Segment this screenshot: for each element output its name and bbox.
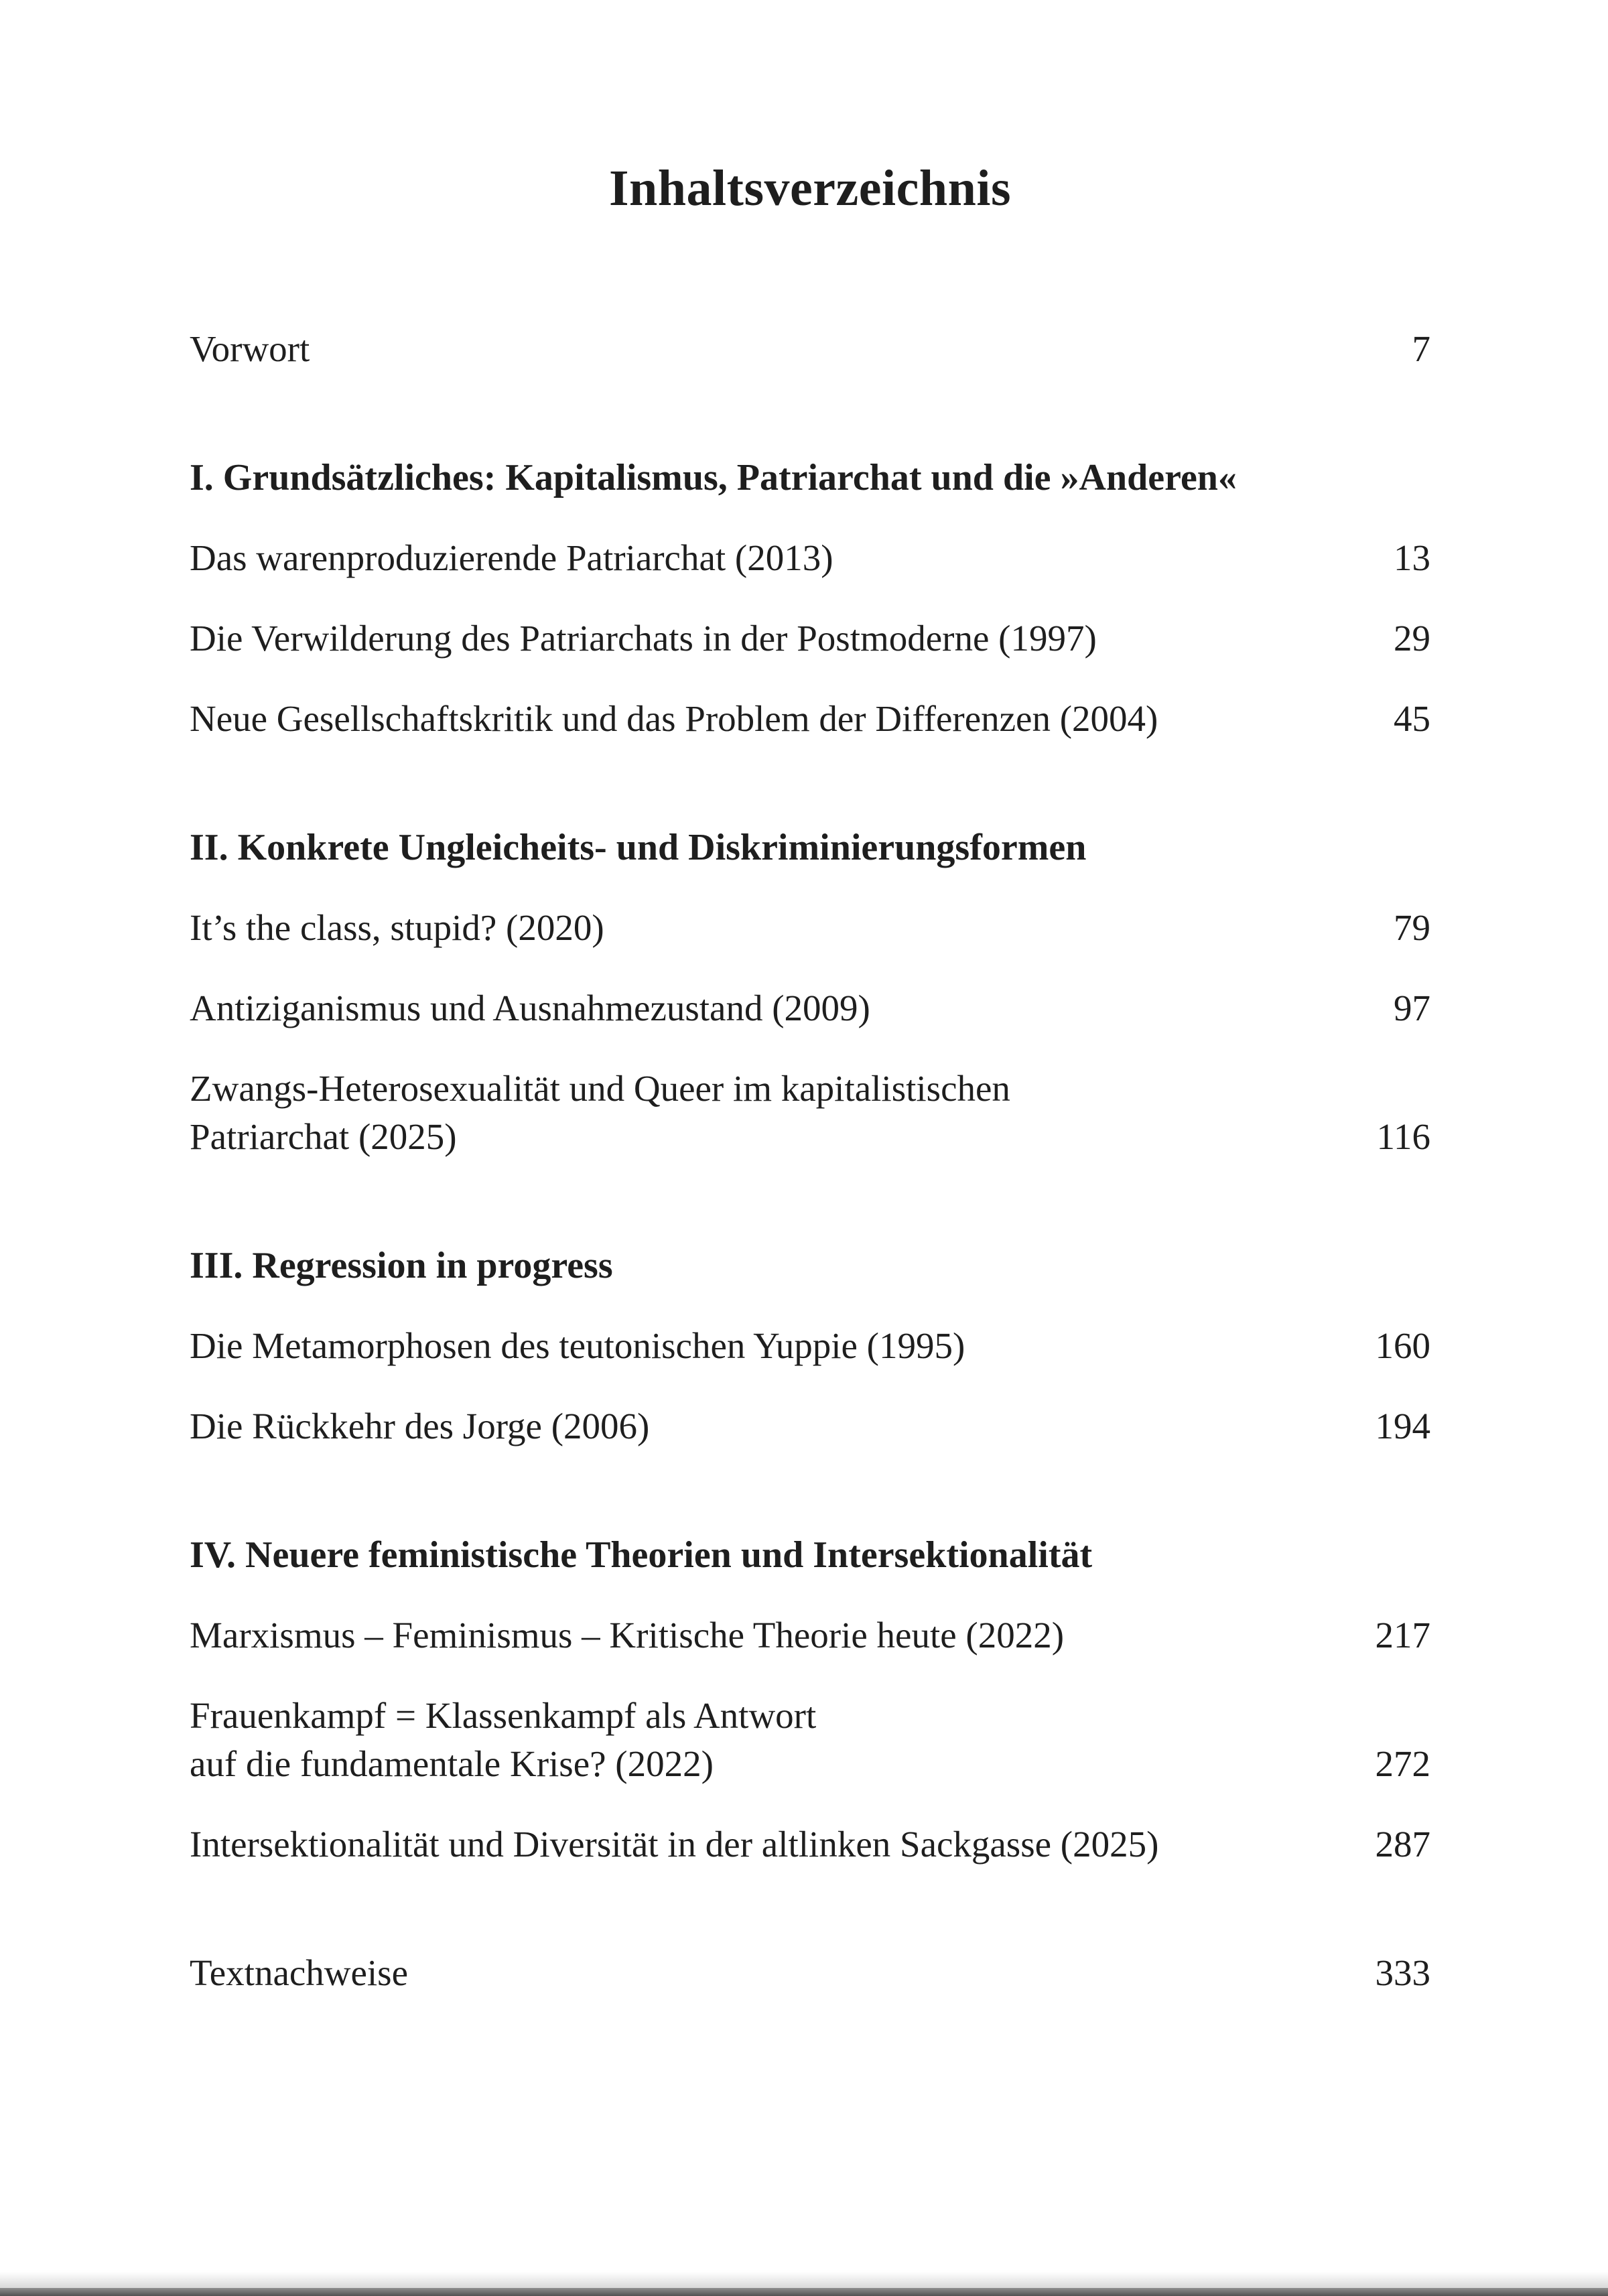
page-bottom-edge-bar	[0, 2288, 1608, 2296]
toc-row-textnachweise	[190, 1949, 1430, 1997]
page-number: 272	[1375, 1743, 1430, 1785]
page-number: 29	[1394, 618, 1430, 659]
section-heading-2: II. Konkrete Ungleicheits- und Diskriminierungsformen	[190, 827, 1087, 869]
entry-label	[190, 1065, 1010, 1161]
page-number: 116	[1376, 1116, 1430, 1158]
entry-label	[190, 1692, 816, 1788]
toc-row	[190, 984, 1430, 1032]
entry-label	[190, 1820, 1158, 1869]
entry-label: Textnachweise	[190, 1952, 408, 1994]
page-number: 194	[1375, 1406, 1430, 1447]
page-title: Inhaltsverzeichnis	[608, 160, 1012, 216]
page-number: 287	[1375, 1824, 1430, 1865]
page-bottom-shadow	[0, 2272, 1608, 2288]
entry-label	[190, 1322, 965, 1370]
toc-row	[190, 1611, 1430, 1660]
toc-row	[190, 695, 1430, 743]
toc-row	[190, 614, 1430, 663]
entry-line-1: It’s the class, stupid? (2020)	[190, 907, 604, 949]
page-number: 97	[1394, 988, 1430, 1029]
toc-row	[190, 1402, 1430, 1450]
page-number: 7	[1412, 328, 1430, 370]
entry-line-1: Die Metamorphosen des teutonischen Yuppie (1995)	[190, 1325, 965, 1367]
toc-row	[190, 1322, 1430, 1370]
entry-label	[190, 904, 604, 952]
page-number: 13	[1394, 537, 1430, 579]
section-heading-4: IV. Neuere feministische Theorien und Intersektionalität	[190, 1534, 1093, 1576]
page-number: 160	[1375, 1325, 1430, 1367]
page-number: 333	[1375, 1952, 1430, 1994]
page-number: 45	[1394, 698, 1430, 740]
entry-line-1: Marxismus – Feminismus – Kritische Theorie heute (2022)	[190, 1615, 1065, 1656]
entry-line-1: Das warenproduzierende Patriarchat (2013)	[190, 537, 833, 579]
entry-label	[190, 695, 1158, 743]
entry-line-1: Antiziganismus und Ausnahmezustand (2009)	[190, 988, 870, 1029]
entry-line-1: Die Rückkehr des Jorge (2006)	[190, 1406, 650, 1447]
page-number: 217	[1375, 1615, 1430, 1656]
toc-row	[190, 904, 1430, 952]
page-number: 79	[1394, 907, 1430, 949]
toc-row	[190, 1065, 1430, 1161]
section-heading-1: I. Grundsätzliches: Kapitalismus, Patriarchat und die »Anderen«	[190, 457, 1237, 499]
toc-content	[190, 0, 1430, 1997]
entry-line-1: Frauenkampf = Klassenkampf als Antwort	[190, 1695, 817, 1737]
entry-line-1: Die Verwilderung des Patriarchats in der Postmoderne (1997)	[190, 618, 1097, 659]
entry-label	[190, 534, 833, 582]
entry-line-2: auf die fundamentale Krise? (2022)	[190, 1743, 714, 1785]
entry-line-1: Intersektionalität und Diversität in der altlinken Sackgasse (2025)	[190, 1824, 1159, 1865]
section-heading-3: III. Regression in progress	[190, 1245, 613, 1287]
entry-label: Vorwort	[190, 328, 310, 370]
toc-row	[190, 1820, 1430, 1869]
toc-row-vorwort	[190, 325, 1430, 373]
entry-label	[190, 1402, 649, 1450]
entry-line-1: Zwangs-Heterosexualität und Queer im kapitalistischen	[190, 1068, 1010, 1109]
entry-line-1: Neue Gesellschaftskritik und das Problem der Differenzen (2004)	[190, 698, 1158, 740]
entry-label	[190, 1611, 1064, 1660]
entry-line-2: Patriarchat (2025)	[190, 1116, 457, 1158]
toc-row	[190, 534, 1430, 582]
toc-row	[190, 1692, 1430, 1788]
entry-label	[190, 984, 870, 1032]
entry-label	[190, 614, 1097, 663]
